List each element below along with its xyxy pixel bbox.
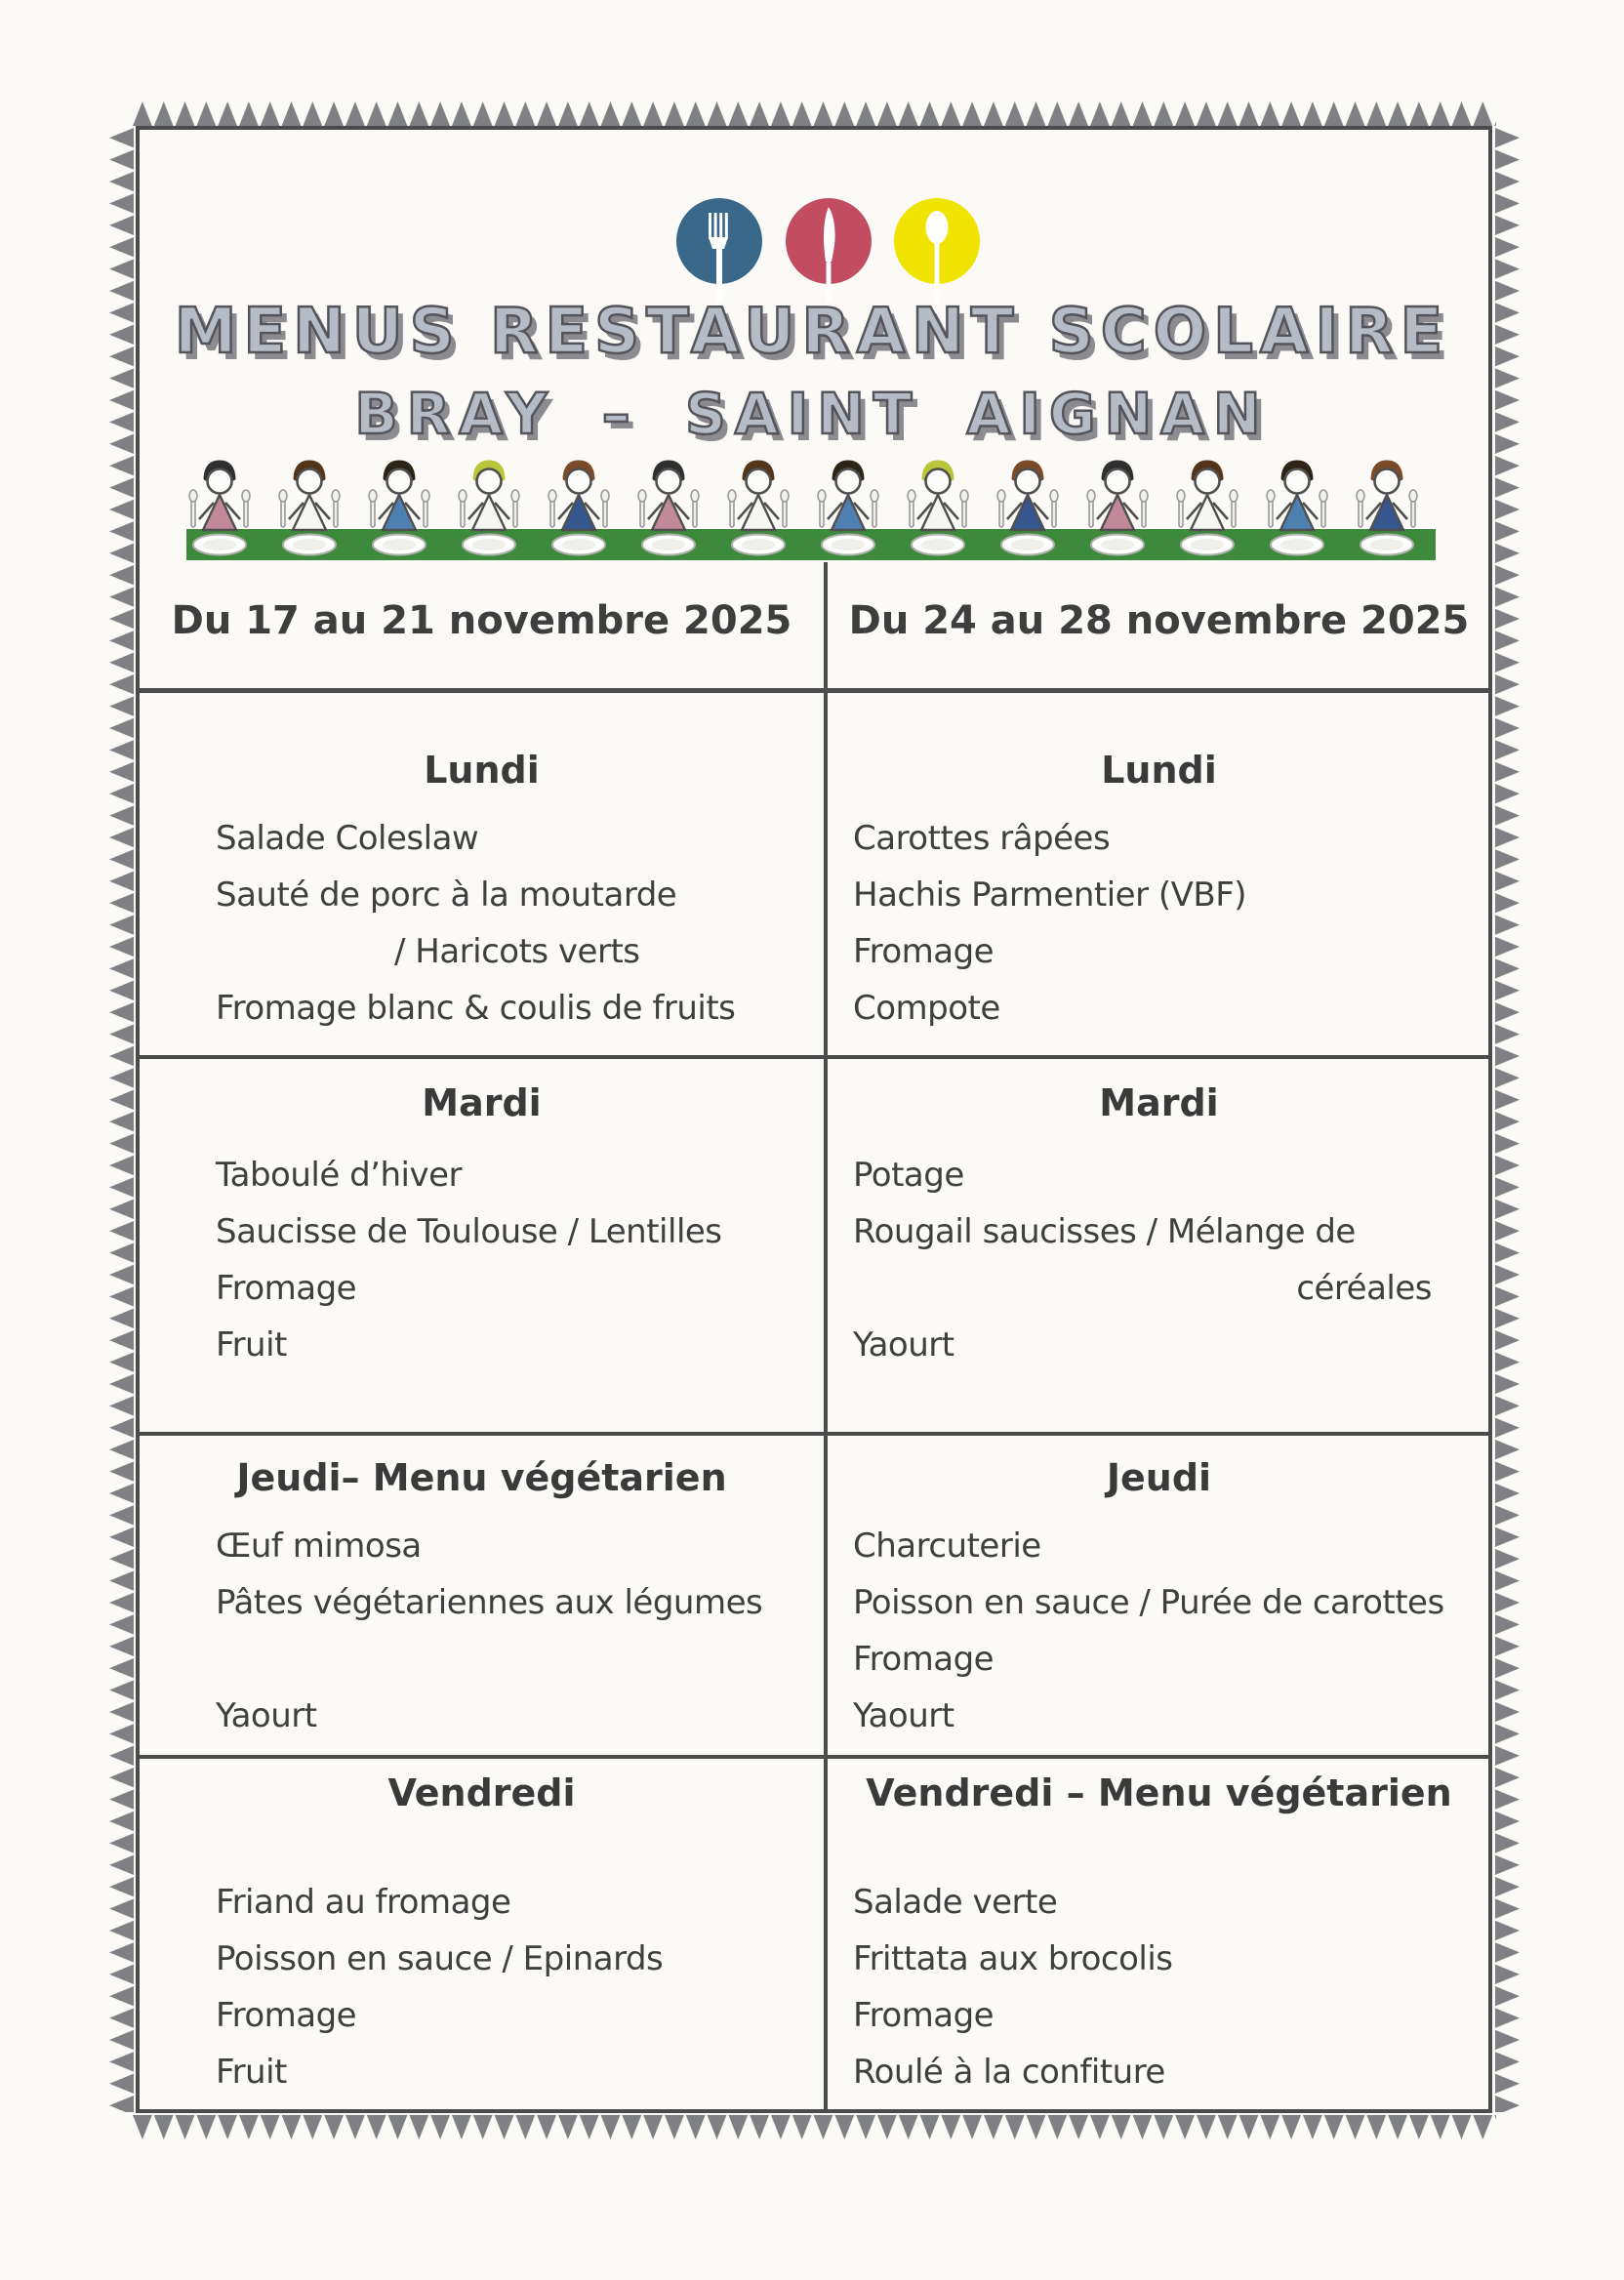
day-title: Mardi: [1099, 1081, 1219, 1124]
border-triangles-top: [132, 101, 1496, 127]
menu-item: Rougail saucisses / Mélange de: [853, 1212, 1356, 1251]
menu-item: Yaourt: [853, 1696, 954, 1735]
menu-item: Potage: [853, 1156, 964, 1195]
menu-item: / Haricots verts: [394, 932, 640, 971]
day-title: Mardi: [422, 1081, 542, 1124]
menu-item: Frittata aux brocolis: [853, 1939, 1173, 1978]
menu-item: céréales: [1296, 1269, 1432, 1308]
menu-section-week2-mardi: [828, 1059, 1490, 1428]
menu-section-week2-lundi: [828, 695, 1490, 1055]
menu-item: Fromage blanc & coulis de fruits: [216, 989, 736, 1028]
menu-item: Compote: [853, 989, 1000, 1028]
menu-section-week1-mardi: [140, 1059, 824, 1428]
menu-items: [216, 810, 824, 1037]
menu-section-week2-vendredi: [828, 1759, 1490, 2110]
menu-section-week2-jeudi: [828, 1436, 1490, 1752]
rule-under-headers: [140, 688, 1492, 693]
menu-items: [853, 810, 1490, 1037]
menu-item: Charcuterie: [853, 1527, 1041, 1566]
page-title-line2: BRAY – SAINT AIGNAN: [354, 381, 1270, 447]
menu-item: Poisson en sauce / Purée de carottes: [853, 1583, 1444, 1622]
menu-item: Fromage: [216, 1996, 357, 2035]
menu-item: Sauté de porc à la moutarde: [216, 875, 677, 915]
menu-item: Salade Coleslaw: [216, 819, 479, 858]
spoon-icon: [894, 198, 980, 303]
menu-item: Fromage: [853, 1996, 995, 2035]
day-title: Jeudi– Menu végétarien: [236, 1456, 727, 1499]
menu-items: [216, 1817, 824, 2100]
menu-item: Carottes râpées: [853, 819, 1111, 858]
menu-section-week1-lundi: [140, 695, 824, 1055]
menu-item: Fruit: [216, 1325, 287, 1364]
menu-items: [853, 1817, 1490, 2100]
border-triangles-bottom: [132, 2114, 1496, 2140]
day-title: Lundi: [1101, 749, 1217, 792]
menu-item: Roulé à la confiture: [853, 2053, 1165, 2092]
menu-item: Fromage: [216, 1269, 357, 1308]
menu-section-week1-vendredi: [140, 1759, 824, 2110]
menu-items: [216, 1147, 824, 1373]
children-table-illustration: [186, 457, 1436, 560]
week2-header: Du 24 au 28 novembre 2025: [848, 598, 1470, 643]
day-title: Jeudi: [1106, 1456, 1212, 1499]
day-title: Vendredi – Menu végétarien: [866, 1771, 1452, 1814]
knife-icon: [786, 198, 872, 303]
menu-item-blank: [216, 1817, 824, 1874]
menu-item: Salade verte: [853, 1883, 1058, 1922]
menu-item: Yaourt: [853, 1325, 954, 1364]
menu-item: Yaourt: [216, 1696, 317, 1735]
menu-item-blank: [216, 1631, 824, 1688]
menu-item: Fromage: [853, 1640, 995, 1679]
week1-header: Du 17 au 21 novembre 2025: [171, 598, 792, 643]
menu-item: Poisson en sauce / Epinards: [216, 1939, 664, 1978]
day-title: Vendredi: [387, 1771, 576, 1814]
menu-items: [853, 1518, 1490, 1744]
page-title-line1: MENUS RESTAURANT SCOLAIRE: [174, 296, 1450, 368]
menu-item: Œuf mimosa: [216, 1527, 422, 1566]
menu-item: Saucisse de Toulouse / Lentilles: [216, 1212, 722, 1251]
menu-section-week1-jeudi: [140, 1436, 824, 1752]
fork-icon: [676, 198, 762, 303]
menu-items: [853, 1147, 1490, 1373]
menu-item: Taboulé d’hiver: [216, 1156, 462, 1195]
cutlery-logo: [671, 193, 995, 308]
day-title: Lundi: [424, 749, 540, 792]
menu-items: [216, 1518, 824, 1744]
menu-item: Pâtes végétariennes aux légumes: [216, 1583, 763, 1622]
menu-item: Fromage: [853, 932, 995, 971]
menu-item-blank: [853, 1817, 1490, 1874]
menu-item: Hachis Parmentier (VBF): [853, 875, 1247, 915]
menu-item: Friand au fromage: [216, 1883, 511, 1922]
menu-item: Fruit: [216, 2053, 287, 2092]
